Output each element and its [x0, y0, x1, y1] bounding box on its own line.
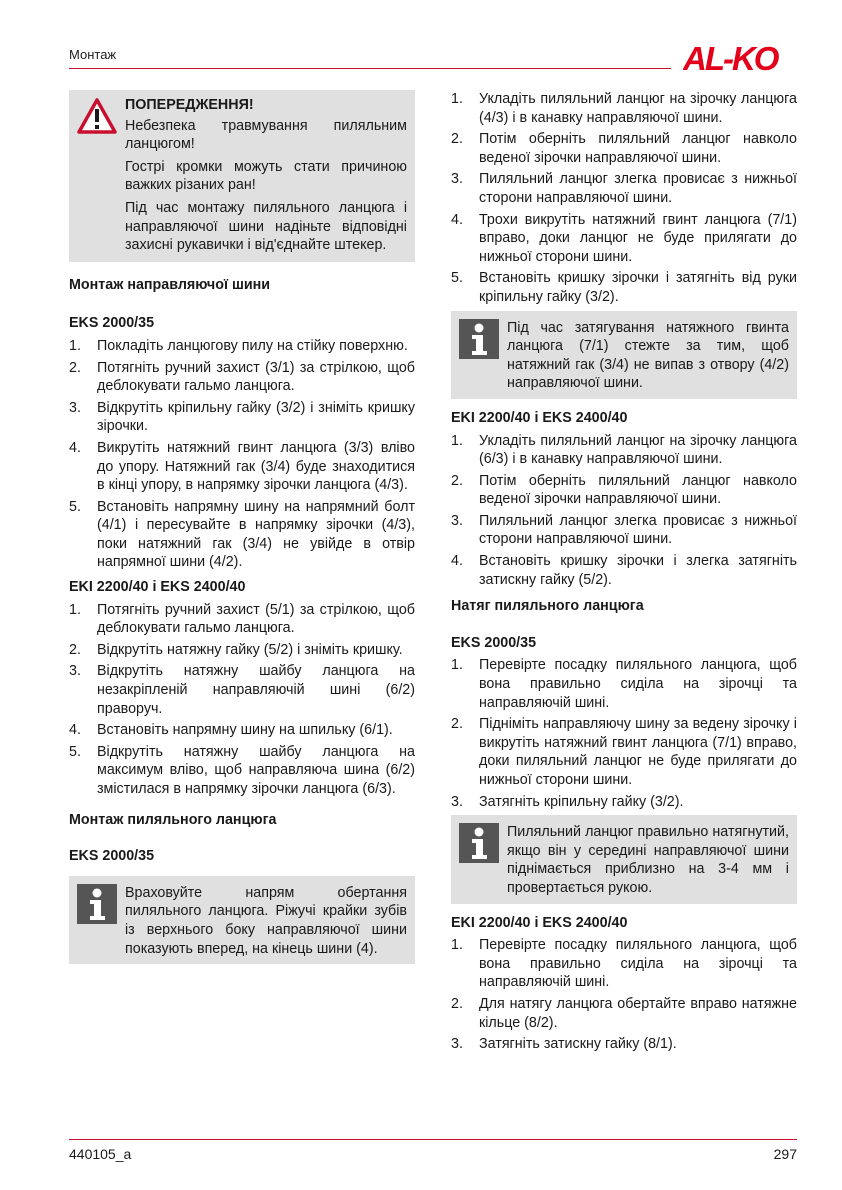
section-heading: Монтаж пиляльного ланцюга: [69, 811, 277, 828]
info-box: [451, 815, 797, 903]
step-list: [451, 936, 797, 1054]
list-item: 3. Пиляльний ланцюг злегка провисає з нижньої сторони направляючої шини.: [451, 512, 797, 548]
info-icon: [459, 319, 499, 359]
list-item: 3. Відкрутіть кріпильну гайку (3/2) і зніміть кришку зірочки.: [69, 399, 415, 435]
list-item: 2. Відкрутіть натяжну гайку (5/2) і зніміть кришку.: [69, 641, 403, 658]
list-item: 1. Перевірте посадку пиляльного ланцюга, щоб вона правильно сиділа на зірочці та направляючій шині.: [451, 937, 797, 991]
list-item: 2. Потім оберніть пиляльний ланцюг навколо веденої зірочки направляючої шини.: [451, 131, 797, 166]
warning-text: Небезпека травмування пиляльним ланцюгом!: [125, 117, 407, 153]
list-item: 1. Покладіть ланцюгову пилу на стійку поверхню.: [69, 337, 408, 354]
info-icon: [459, 823, 499, 863]
list-item: 2. Підніміть направляючу шину за ведену зірочку і викрутіть натяжний гвинт ланцюга (7/1) вправо, доки пиляльний ланцюг не буде прилягати до нижньої сторони шини.: [451, 716, 797, 788]
logo-text: AL-KO: [683, 42, 778, 72]
step-list: [69, 337, 415, 572]
footer-divider: [69, 1139, 797, 1140]
list-item: 2. Для натягу ланцюга обертайте вправо натяжне кільце (8/2).: [451, 995, 797, 1031]
warning-triangle-icon: [77, 98, 117, 134]
section-title: Монтаж: [69, 47, 117, 62]
page-number: 297: [773, 1146, 797, 1162]
list-item: 3. Пиляльний ланцюг злегка провисає з нижньої сторони направляючої шини.: [451, 171, 797, 206]
model-heading: EKS 2000/35: [69, 848, 155, 865]
step-list: [451, 656, 797, 811]
warning-box: [69, 90, 415, 262]
list-item: 5. Встановіть напрямну шину на напрямний болт (4/1) і пересувайте в напрямку зірочки (4/3), поки натяжний гак (3/4) не увійде в отвір напрямної шини (4/2).: [69, 498, 415, 571]
list-item: 4. Трохи викрутіть натяжний гвинт ланцюга (7/1) вправо, доки ланцюг не буде прилягати до нижньої сторони шини.: [451, 211, 797, 265]
list-item: 5. Встановіть кришку зірочки і затягніть від руки кріпильну гайку (3/2).: [451, 270, 797, 305]
step-list: [451, 90, 797, 307]
list-item: 2. Потім оберніть пиляльний ланцюг навколо веденої зірочки направляючої шини.: [451, 472, 797, 508]
list-item: 4. Викрутіть натяжний гвинт ланцюга (3/3) вліво до упору. Натяжний гак (3/4) буде знаходитися в кінці упору, в напрямку зірочки ланцюга (4/3).: [69, 439, 415, 494]
info-text: Враховуйте напрям обертання пиляльного ланцюга. Ріжучі крайки зубів із верхнього боку направляючої шини показують вперед, на кінець шини (4).: [125, 884, 407, 957]
right-column: [451, 90, 797, 1058]
warning-title: ПОПЕРЕДЖЕННЯ!: [125, 97, 254, 113]
list-item: 4. Встановіть напрямну шину на шпильку (6/1).: [69, 722, 393, 739]
list-item: 5. Відкрутіть натяжну шайбу ланцюга на максимум вліво, щоб направляюча шина (6/2) змістилася в напрямку зірочки ланцюга (6/3).: [69, 743, 415, 797]
step-list: [451, 432, 797, 590]
list-item: 1. Перевірте посадку пиляльного ланцюга, щоб вона правильно сиділа на зірочці та направляючій шині.: [451, 657, 797, 711]
warning-text: Під час монтажу пиляльного ланцюга і направляючої шини надіньте відповідні захисні рукавички і від'єднайте штекер.: [125, 199, 407, 254]
section-heading: Монтаж направляючої шини: [69, 276, 271, 293]
info-icon: [77, 884, 117, 924]
list-item: 4. Встановіть кришку зірочки і злегка затягніть затискну гайку (5/2).: [451, 553, 797, 588]
model-heading: EKI 2200/40 і EKS 2400/40: [451, 914, 628, 931]
list-item: 3. Відкрутіть натяжну шайбу ланцюга на незакріпленій направляючій шині (6/2) праворуч.: [69, 663, 415, 717]
header-divider: [69, 68, 671, 69]
list-item: 2. Потягніть ручний захист (3/1) за стрілкою, щоб деблокувати гальмо ланцюга.: [69, 359, 415, 395]
document-id: 440105_a: [69, 1146, 132, 1162]
step-list: [69, 601, 415, 799]
model-heading: EKS 2000/35: [451, 634, 537, 651]
model-heading: EKI 2200/40 і EKS 2400/40: [69, 579, 246, 596]
list-item: 1. Укладіть пиляльний ланцюг на зірочку ланцюга (4/3) і в канавку направляючої шини.: [451, 91, 797, 126]
info-box: [69, 876, 415, 964]
info-text: Пиляльний ланцюг правильно натягнутий, якщо він у середині направляючої шини піднімається приблизно на 3-4 мм і провертається рукою.: [507, 824, 789, 896]
info-box: [451, 311, 797, 399]
section-heading: Натяг пиляльного ланцюга: [451, 598, 644, 615]
alko-logo: [683, 42, 798, 72]
list-item: 3. Затягніть затискну гайку (8/1).: [451, 1036, 677, 1053]
model-heading: EKI 2200/40 і EKS 2400/40: [451, 409, 628, 426]
list-item: 3. Затягніть кріпильну гайку (3/2).: [451, 793, 684, 810]
info-text: Під час затягування натяжного гвинта ланцюга (7/1) стежте за тим, щоб натяжний гак (3/4) не випав з отвору (4/2) направляючої шини.: [507, 319, 789, 392]
model-heading: EKS 2000/35: [69, 315, 155, 332]
warning-text: Гострі кромки можуть стати причиною важких різаних ран!: [125, 158, 407, 194]
list-item: 1. Потягніть ручний захист (5/1) за стрілкою, щоб деблокувати гальмо ланцюга.: [69, 601, 415, 637]
list-item: 1. Укладіть пиляльний ланцюг на зірочку ланцюга (6/3) і в канавку направляючої шини.: [451, 432, 797, 468]
left-column: [69, 90, 415, 974]
